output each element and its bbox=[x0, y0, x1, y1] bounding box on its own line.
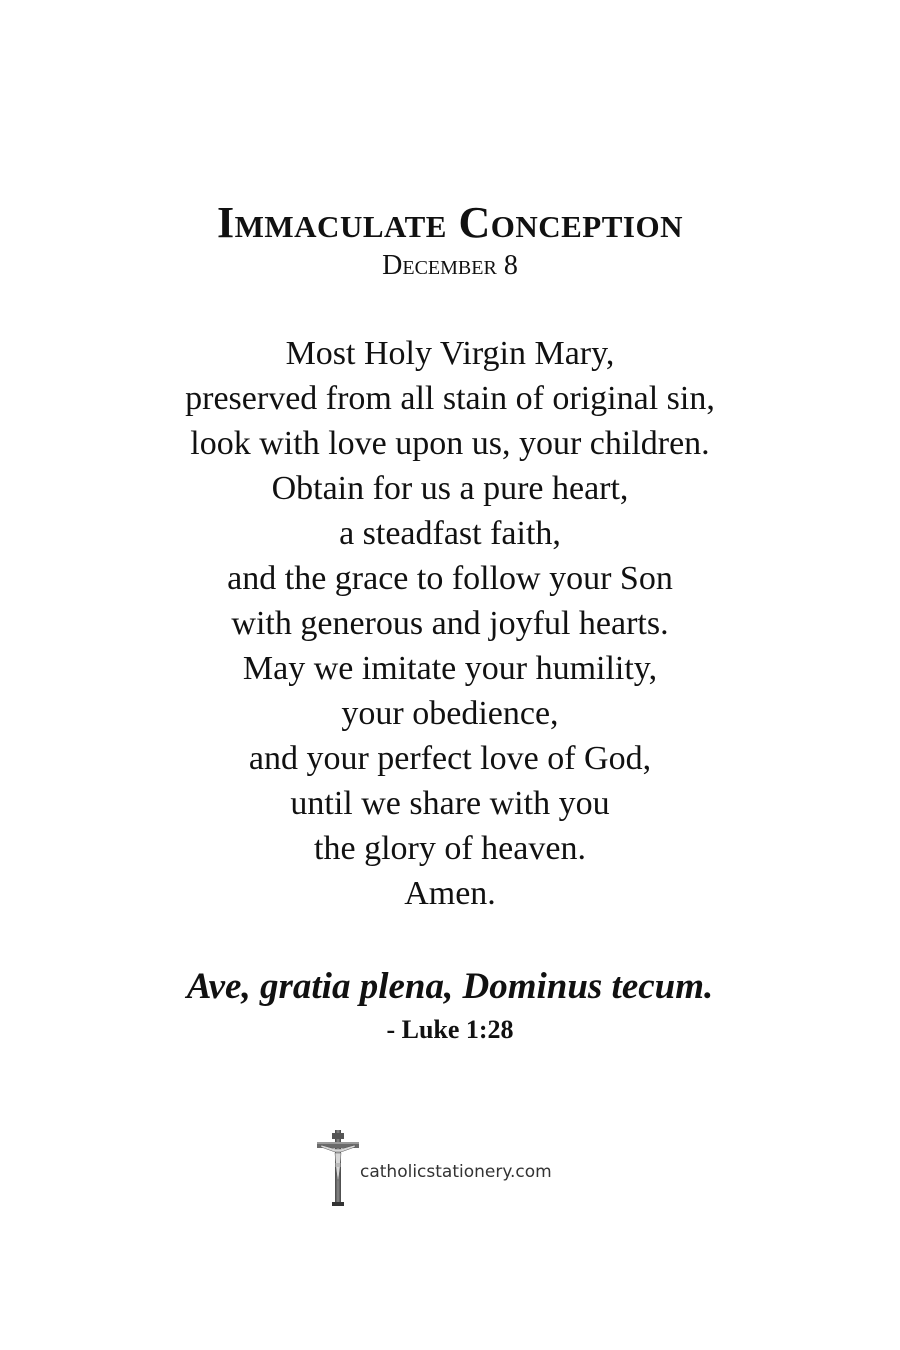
prayer-line: until we share with you bbox=[290, 785, 610, 822]
prayer-line: the glory of heaven. bbox=[314, 830, 586, 867]
prayer-line: your obedience, bbox=[341, 695, 559, 732]
prayer-line: with generous and joyful hearts. bbox=[231, 605, 669, 642]
prayer-line: preserved from all stain of original sin, bbox=[185, 380, 715, 417]
prayer-line: and your perfect love of God, bbox=[248, 740, 652, 777]
crucifix-icon bbox=[316, 1128, 360, 1208]
scripture-quote: Ave, gratia plena, Dominus tecum. bbox=[186, 966, 714, 1007]
prayer-line: look with love upon us, your children. bbox=[190, 425, 710, 462]
brand-footer bbox=[316, 1128, 576, 1210]
prayer-line: Amen. bbox=[404, 875, 496, 912]
prayer-line: a steadfast faith, bbox=[339, 515, 561, 552]
feast-date: December 8 bbox=[382, 250, 518, 281]
prayer-text bbox=[0, 331, 900, 916]
scripture-citation: - Luke 1:28 bbox=[386, 1015, 514, 1044]
prayer-line: May we imitate your humility, bbox=[242, 650, 658, 687]
prayer-line: Obtain for us a pure heart, bbox=[271, 470, 629, 507]
prayer-line: and the grace to follow your Son bbox=[227, 560, 673, 597]
website-link[interactable]: catholicstationery.com bbox=[360, 1162, 552, 1182]
page-title: Immaculate Conception bbox=[217, 198, 683, 247]
prayer-line: Most Holy Virgin Mary, bbox=[285, 335, 615, 372]
